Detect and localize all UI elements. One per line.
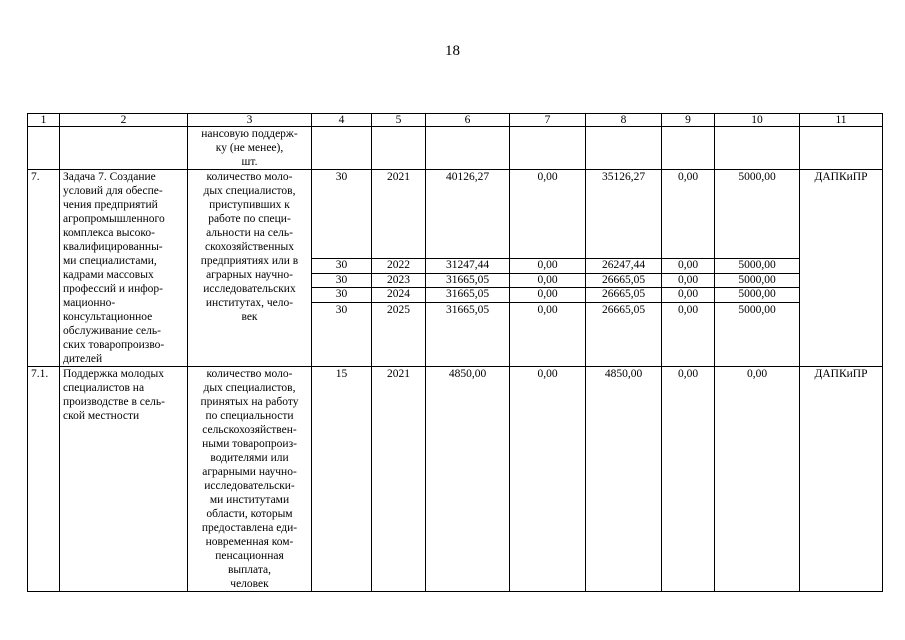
year: 2025: [372, 303, 426, 367]
indicator-value: 30: [312, 170, 372, 259]
local-amount: 0,00: [662, 303, 715, 367]
federal-amount: 0,00: [510, 303, 586, 367]
page-number: 18: [445, 43, 460, 59]
executor: ДАПКиПР: [800, 367, 883, 592]
column-header: 3: [188, 114, 312, 127]
column-header: 5: [372, 114, 426, 127]
indicator-value: 15: [312, 367, 372, 592]
federal-amount: 0,00: [510, 273, 586, 288]
total-amount: 31665,05: [426, 303, 510, 367]
regional-amount: 35126,27: [586, 170, 662, 259]
table-row-task71-2021: [28, 367, 883, 592]
year: 2024: [372, 288, 426, 303]
regional-amount: 4850,00: [586, 367, 662, 592]
other-amount: 5000,00: [715, 259, 800, 274]
table-row-task7-2021: [28, 170, 883, 259]
local-amount: 0,00: [662, 288, 715, 303]
indicator-value: 30: [312, 273, 372, 288]
indicator-description: количество моло- дых специалистов, принятых на работу по специальности сельскохозяйствен- ными товаропроиз- водителями или аграрными научно- исследовательски- ми институтами области, которым предоставлена еди- новременная ком- пенсационная выплата, человек: [188, 367, 312, 592]
column-header: 2: [60, 114, 188, 127]
year: 2022: [372, 259, 426, 274]
column-header: 4: [312, 114, 372, 127]
regional-amount: 26665,05: [586, 303, 662, 367]
federal-amount: 0,00: [510, 288, 586, 303]
federal-amount: 0,00: [510, 259, 586, 274]
other-amount: 5000,00: [715, 303, 800, 367]
indicator-value: 30: [312, 259, 372, 274]
year: 2021: [372, 367, 426, 592]
task-name: Поддержка молодых специалистов на производстве в сель- ской местности: [60, 367, 188, 592]
local-amount: 0,00: [662, 259, 715, 274]
regional-amount: 26665,05: [586, 288, 662, 303]
continuation-row: [28, 127, 883, 170]
local-amount: 0,00: [662, 273, 715, 288]
total-amount: 31665,05: [426, 288, 510, 303]
local-amount: 0,00: [662, 367, 715, 592]
other-amount: 0,00: [715, 367, 800, 592]
total-amount: 31247,44: [426, 259, 510, 274]
regional-amount: 26247,44: [586, 259, 662, 274]
column-header: 11: [800, 114, 883, 127]
column-header: 9: [662, 114, 715, 127]
federal-amount: 0,00: [510, 170, 586, 259]
other-amount: 5000,00: [715, 170, 800, 259]
year: 2021: [372, 170, 426, 259]
other-amount: 5000,00: [715, 273, 800, 288]
task-name: Задача 7. Создание условий для обеспе- чения предприятий агропромышленного комплекса высоко- квалифицированны- ми специалистами, кадрами массовых профессий и инфор- мационно- консультационное обслуживание сель- ских товаропроизво- дителей: [60, 170, 188, 367]
regional-amount: 26665,05: [586, 273, 662, 288]
task-number: 7.1.: [28, 367, 60, 592]
column-header: 10: [715, 114, 800, 127]
indicator-value: 30: [312, 303, 372, 367]
column-header: 1: [28, 114, 60, 127]
task-number: 7.: [28, 170, 60, 367]
program-activities-table: [27, 113, 883, 592]
total-amount: 4850,00: [426, 367, 510, 592]
column-header: 6: [426, 114, 510, 127]
year: 2023: [372, 273, 426, 288]
continuation-indicator: нансовую поддерж- ку (не менее), шт.: [188, 127, 312, 170]
federal-amount: 0,00: [510, 367, 586, 592]
indicator-value: 30: [312, 288, 372, 303]
total-amount: 31665,05: [426, 273, 510, 288]
column-number-row: [28, 114, 883, 127]
total-amount: 40126,27: [426, 170, 510, 259]
column-header: 8: [586, 114, 662, 127]
other-amount: 5000,00: [715, 288, 800, 303]
column-header: 7: [510, 114, 586, 127]
local-amount: 0,00: [662, 170, 715, 259]
indicator-description: количество моло- дых специалистов, приступивших к работе по специ- альности на сель- скохозяйственных предприятиях или в аграрных научно- исследовательских институтах, чело- век: [188, 170, 312, 367]
executor: ДАПКиПР: [800, 170, 883, 367]
